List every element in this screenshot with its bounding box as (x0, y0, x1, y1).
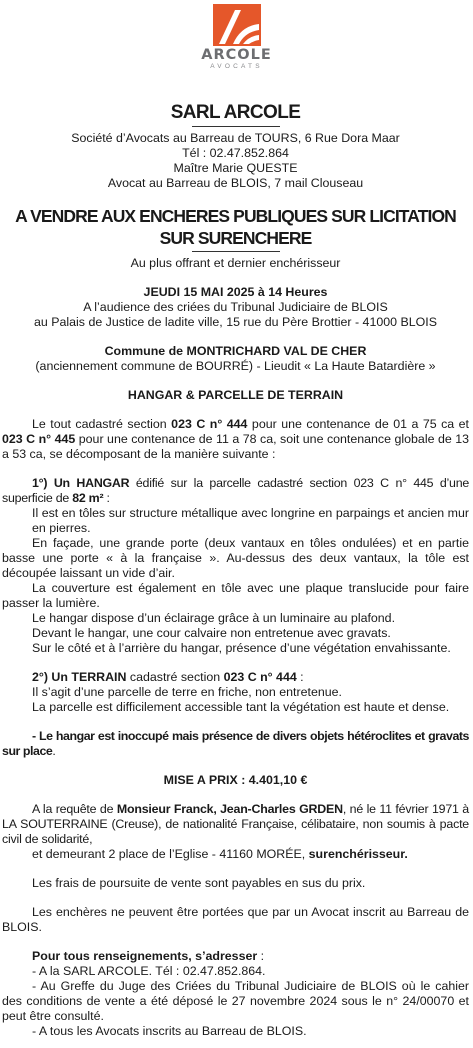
info-section (2, 949, 469, 1039)
logo-subtitle: AVOCATS (210, 63, 263, 70)
firm-block (2, 102, 469, 191)
headline-rule (192, 251, 280, 252)
hangar-p5: Devant le hangar, une cour calvaire non entretenue avec gravats. (32, 626, 391, 640)
hearing-line-2: au Palais de Justice de ladite ville, 15 rue du Père Brottier - 41000 BLOIS (34, 315, 437, 329)
document-body (2, 102, 469, 1039)
info-heading: Pour tous renseignements, s’adresser : (32, 949, 265, 963)
hangar-p2: En façade, une grande porte (deux vantaux en tôles ondulées) et en partie basse une porte « à la française ». Au-dessus des deux vantaux, la tôle est découpée laissant un vide d’air. (2, 536, 469, 580)
hearing-line-1: A l’audience des criées du Tribunal Judiciaire de BLOIS (83, 300, 388, 314)
requester-address: et demeurant 2 place de l’Eglise - 41160 MORÉE, surenchérisseur. (32, 847, 408, 861)
firm-lawyer: Maître Marie QUESTE (173, 161, 298, 175)
bids-notice: Les enchères ne peuvent être portées que par un Avocat inscrit au Barreau de BLOIS. (2, 905, 469, 934)
info-line-2: - Au Greffe du Juge des Criées du Tribunal Judiciaire de BLOIS où le cahier des conditions de vente a été déposé le 27 novembre 2024 sous le n° 24/00070 et peut être consulté. (2, 979, 469, 1023)
sale-date: JEUDI 15 MAI 2025 à 14 Heures (143, 285, 328, 299)
firm-address: Avocat au Barreau de BLOIS, 7 mail Clouseau (107, 176, 364, 190)
sale-headline-1: A VENDRE AUX ENCHERES PUBLIQUES SUR LICITATION (15, 206, 456, 226)
cadastre-paragraph: Le tout cadastré section 023 C n° 444 pour une contenance de 01 a 75 ca et 023 C n° 445 pour une contenance de 11 a 78 ca, soit une contenance globale de 13 a 53 ca, se décomposant de la manière suivante : (2, 417, 469, 461)
hangar-p3: La couverture est également en tôle avec une plaque translucide pour faire passer la lumière. (2, 581, 469, 610)
firm-logo (0, 4, 473, 82)
firm-title: SARL ARCOLE (170, 102, 301, 123)
fees-notice: Les frais de poursuite de vente sont payables en sus du prix. (32, 876, 366, 890)
firm-phone: Tél : 02.47.852.864 (182, 146, 289, 160)
hangar-intro: 1°) Un HANGAR édifié sur la parcelle cadastré section 023 C n° 445 d’une superficie de 82 m² : (2, 476, 469, 505)
starting-price: MISE A PRIX : 4.401,10 € (163, 773, 308, 787)
commune: Commune de MONTRICHARD VAL DE CHER (104, 344, 367, 358)
sale-header (2, 205, 469, 403)
hangar-p4: Le hangar dispose d’un éclairage grâce à un luminaire au plafond. (32, 611, 396, 625)
occupancy-notice: - Le hangar est inoccupé mais présence de divers objets hétéroclites et gravats sur place. (2, 729, 469, 758)
title-rule (192, 126, 280, 127)
info-line-3: - A tous les Avocats inscrits au Barreau de BLOIS. (32, 1024, 307, 1038)
commune-note: (anciennement commune de BOURRÉ) - Lieudit « La Haute Batardière » (35, 359, 436, 373)
terrain-section (2, 670, 469, 715)
sale-headline-2: SUR SURENCHERE (159, 228, 312, 248)
requester-section (2, 802, 469, 862)
hangar-p6: Sur le côté et à l’arrière du hangar, présence d’une végétation envahissante. (32, 641, 451, 655)
arcole-logo-icon (213, 4, 261, 46)
lot-title: HANGAR & PARCELLE DE TERRAIN (127, 388, 344, 402)
logo-name: ARCOLE (201, 47, 272, 63)
hangar-p1: Il est en tôles sur structure métallique avec longrine en parpaings et ancien mur en pierres. (32, 506, 469, 535)
terrain-p2: La parcelle est difficilement accessible tant la végétation est haute et dense. (32, 700, 450, 714)
requester-paragraph: A la requête de Monsieur Franck, Jean-Charles GRDEN, né le 11 février 1971 à LA SOUTERRAINE (Creuse), de nationalité Française, célibataire, non soumis à pacte civil de solidarité, (2, 802, 469, 846)
hangar-section (2, 476, 469, 656)
info-line-1: - A la SARL ARCOLE. Tél : 02.47.852.864. (32, 964, 266, 978)
firm-line: Société d’Avocats au Barreau de TOURS, 6 Rue Dora Maar (71, 131, 400, 145)
terrain-p1: Il s’agit d’une parcelle de terre en friche, non entretenue. (32, 685, 342, 699)
terrain-intro: 2°) Un TERRAIN cadastré section 023 C n° 444 : (32, 670, 304, 684)
sale-subline: Au plus offrant et dernier enchérisseur (130, 256, 341, 270)
